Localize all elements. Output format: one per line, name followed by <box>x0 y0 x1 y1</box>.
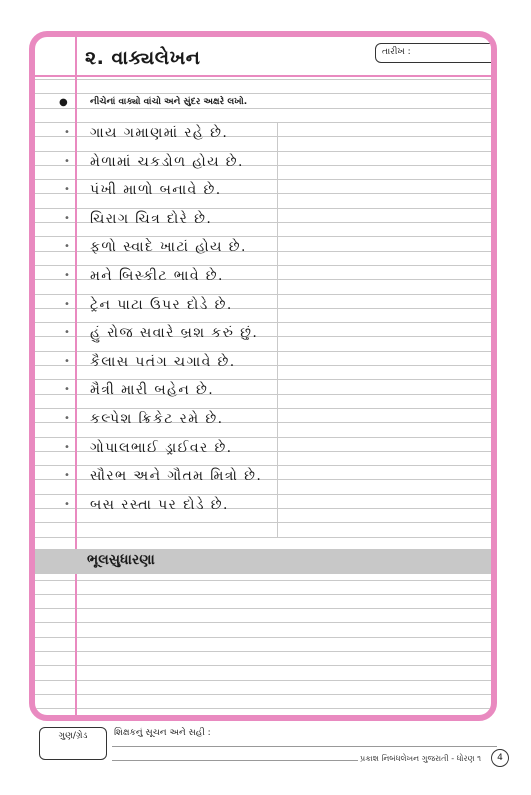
rule-line <box>35 122 491 123</box>
teacher-note-label: શિક્ષકનું સૂચન અને સહી : <box>114 728 211 738</box>
sentence-bullet: • <box>64 212 70 224</box>
sentence-text: હું રોજ સવારે બ્રશ કરું છું. <box>90 325 259 342</box>
rule-line <box>35 294 491 295</box>
sentence-text: ગોપાલભાઈ ડ્રાઈવર છે. <box>90 439 233 456</box>
rule-line <box>35 465 491 466</box>
rule-line <box>35 265 491 266</box>
teacher-signature-line <box>112 746 497 747</box>
instruction-text: નીચેનાં વાક્યો વાંચો અને સુંદર અક્ષરે લખો. <box>90 97 248 107</box>
sentence-text: કલ્પેશ ક્રિકેટ રમે છે. <box>90 411 224 427</box>
page-number: 4 <box>491 749 509 767</box>
rule-line <box>35 622 491 623</box>
rule-line <box>35 594 491 595</box>
rule-line <box>35 179 491 180</box>
rule-line <box>35 93 491 94</box>
sentence-bullet: • <box>64 498 70 510</box>
sentence-text: ચિરાગ ચિત્ર દોરે છે. <box>90 210 213 227</box>
rule-line <box>35 537 491 538</box>
correction-section <box>35 549 491 574</box>
sentence-bullet: • <box>64 155 70 167</box>
bullet-icon: ● <box>59 97 68 108</box>
sentence-text: ફળો સ્વાદે ખાટાં હોય છે. <box>90 239 247 256</box>
sentence-bullet: • <box>64 413 70 424</box>
rule-line <box>35 694 491 695</box>
sentence-bullet: • <box>64 241 70 253</box>
rule-line <box>35 580 491 581</box>
sentence-text: પંખી માળો બનાવે છે. <box>90 182 222 199</box>
sentence-text: મને બિસ્કીટ ભાવે છે. <box>90 268 224 284</box>
rule-line <box>35 322 491 323</box>
rule-line <box>35 351 491 352</box>
sentence-bullet: • <box>64 470 70 482</box>
sentence-text: સૌરભ અને ગૌતમ મિત્રો છે. <box>90 468 263 485</box>
correction-label: ભૂલસુધારણા <box>87 552 155 568</box>
writing-column-divider <box>277 123 278 537</box>
sentence-text: કૈલાસ પતંગ ચગાવે છે. <box>90 353 236 370</box>
sentence-bullet: • <box>64 184 70 196</box>
rule-line <box>35 680 491 681</box>
rule-line <box>35 79 491 80</box>
sentence-bullet: • <box>64 355 70 367</box>
sentence-bullet: • <box>64 127 70 138</box>
rule-line <box>35 708 491 709</box>
grade-box[interactable] <box>39 727 107 760</box>
rule-line <box>35 637 491 638</box>
date-field[interactable] <box>375 43 497 63</box>
header-divider <box>35 75 491 77</box>
sentence-text: મૈત્રી મારી બહેન છે. <box>90 382 215 399</box>
sentence-bullet: • <box>64 384 70 396</box>
rule-line <box>35 236 491 237</box>
sentence-bullet: • <box>64 298 70 310</box>
rule-line <box>35 208 491 209</box>
rule-line <box>35 608 491 609</box>
rule-line <box>35 522 491 523</box>
worksheet-frame <box>29 31 497 721</box>
rule-line <box>35 665 491 666</box>
date-label: તારીખ : <box>382 47 411 57</box>
rule-line <box>35 108 491 109</box>
sentence-text: મેળામાં ચકડોળ હોય છે. <box>90 153 244 170</box>
sentence-text: બસ રસ્તા પર દોડે છે. <box>90 496 229 513</box>
book-title: પ્રકાશ નિબંધલેખન ગુજરાતી - ધોરણ ૧ <box>360 754 482 763</box>
rule-line <box>35 408 491 409</box>
margin-line <box>75 37 77 715</box>
sentence-text: ગાય ગમાણમાં રહે છે. <box>90 125 229 141</box>
sentence-bullet: • <box>64 270 70 281</box>
rule-line <box>35 437 491 438</box>
sentence-bullet: • <box>64 327 70 339</box>
sentence-text: ટ્રેન પાટા ઉપર દોડે છે. <box>90 296 233 313</box>
rule-line <box>35 651 491 652</box>
footer-divider <box>112 760 358 761</box>
rule-line <box>35 494 491 495</box>
grade-label: ગુણ/ગ્રેડ <box>58 731 88 741</box>
rule-line <box>35 151 491 152</box>
rule-line <box>35 379 491 380</box>
page-title: ૨. વાક્યલેખન <box>85 47 201 69</box>
sentence-bullet: • <box>64 441 70 453</box>
